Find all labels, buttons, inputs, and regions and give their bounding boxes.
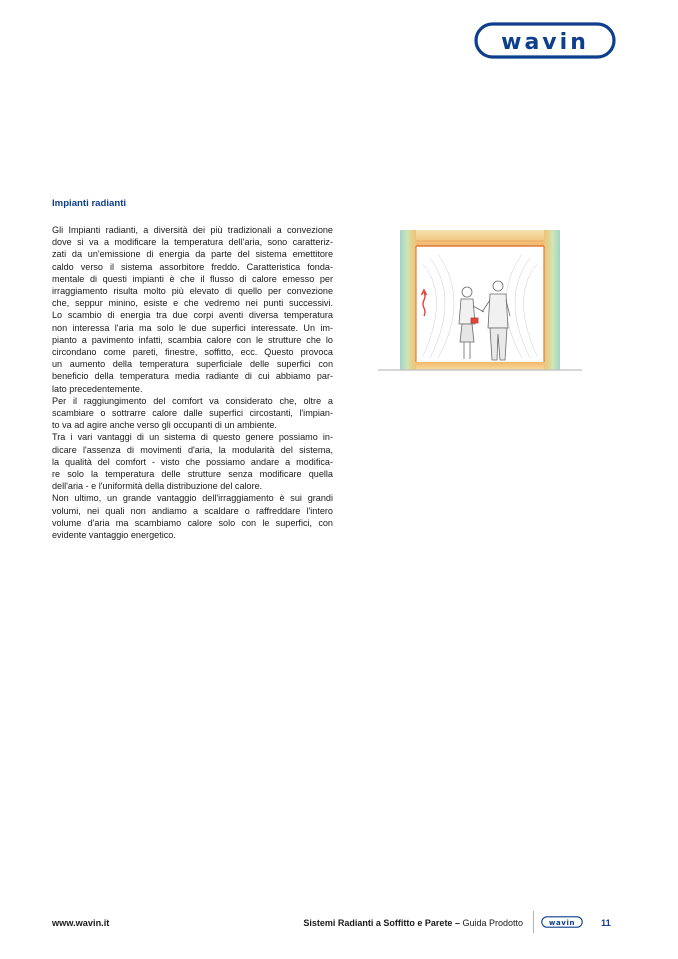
body-text-line: to va ad agire anche verso gli occupanti di un ambiente.: [52, 420, 277, 431]
wavin-logo-text: wavin: [501, 30, 589, 55]
body-text-line: circondano come pareti, finestre, soffitto, ecc. Questo provoca: [52, 347, 333, 358]
body-text-line: non interessa l'aria ma solo le due superfici interessate. Un im-: [52, 322, 333, 333]
ceiling-slab: [400, 230, 560, 246]
footer-logo-text: wavin: [548, 918, 576, 927]
body-text-line: volume d'aria ma scambiamo calore solo con le superfici, con: [52, 517, 333, 528]
radiant-room-illustration: [378, 224, 582, 376]
right-wall: [544, 230, 560, 370]
footer-divider: [533, 911, 534, 933]
body-text-line: mentale di questi impianti è che il flusso di calore emesso per: [52, 273, 333, 284]
body-text-line: dell'aria - e l'uniformità della distribuzione del calore.: [52, 481, 263, 492]
body-text-line: Lo scambio di energia tra due corpi aventi diversa temperatura: [52, 310, 333, 321]
footer-url[interactable]: www.wavin.it: [52, 918, 110, 928]
body-text-line: che, seppur minino, esiste e che vedremo nei punti successivi.: [52, 298, 333, 309]
footer-wavin-logo: [541, 916, 583, 928]
footer-title-sub: Guida Prodotto: [459, 918, 523, 928]
left-wall: [400, 230, 416, 370]
body-text-line: dove si va a modificare la temperatura dell'aria, sono caratteriz-: [52, 237, 333, 248]
body-text-line: dicare l'assenza di movimenti d'aria, la modularità del sistema,: [52, 444, 333, 455]
footer-document-title: [303, 918, 523, 928]
body-text-line: caldo verso il sistema assorbitore freddo. Caratteristica fonda-: [52, 261, 333, 272]
body-text-line: volumi, nei quali non andiamo a scaldare o raffreddare l'intero: [52, 505, 333, 516]
body-text-line: re solo la temperatura delle strutture senza modificare quella: [52, 469, 333, 480]
body-text-line: la qualità del comfort - visto che possiamo andare a modifica-: [52, 456, 333, 467]
body-text-line: Non ultimo, un grande vantaggio dell'irraggiamento è sui grandi: [52, 493, 333, 504]
body-text-line: irraggiamento risulta molto più elevato di quello per convezione: [52, 286, 333, 297]
body-text-line: evidente vantaggio energetico.: [52, 530, 176, 541]
body-text-line: pianto a pavimento infatti, scambia calore con le strutture che lo: [52, 334, 333, 345]
page-number: 11: [601, 918, 611, 928]
body-text-line: zati da un'emissione di energia da parte del sistema emettitore: [52, 249, 333, 260]
wavin-logo: [474, 22, 616, 59]
body-text-line: beneficio della temperatura media radiante di cui abbiamo par-: [52, 371, 333, 382]
body-text-line: Gli Impianti radianti, a diversità dei più tradizionali a convezione: [52, 225, 333, 235]
body-text-line: Tra i vari vantaggi di un sistema di questo genere possiamo in-: [52, 432, 333, 443]
body-text-line: scambiare o sottrarre calore dalle superfici circostanti, l'impian-: [52, 408, 333, 419]
section-title: Impianti radianti: [52, 198, 127, 209]
footer-title-main: Sistemi Radianti a Soffitto e Parete –: [303, 918, 460, 928]
floor-slab: [416, 362, 544, 370]
body-text: [52, 224, 333, 541]
body-text-line: lato precedentemente.: [52, 383, 143, 394]
body-text-line: un aumento della temperatura superficiale delle superfici con: [52, 359, 333, 370]
body-text-line: Per il raggiungimento del comfort va considerato che, oltre a: [52, 395, 333, 406]
